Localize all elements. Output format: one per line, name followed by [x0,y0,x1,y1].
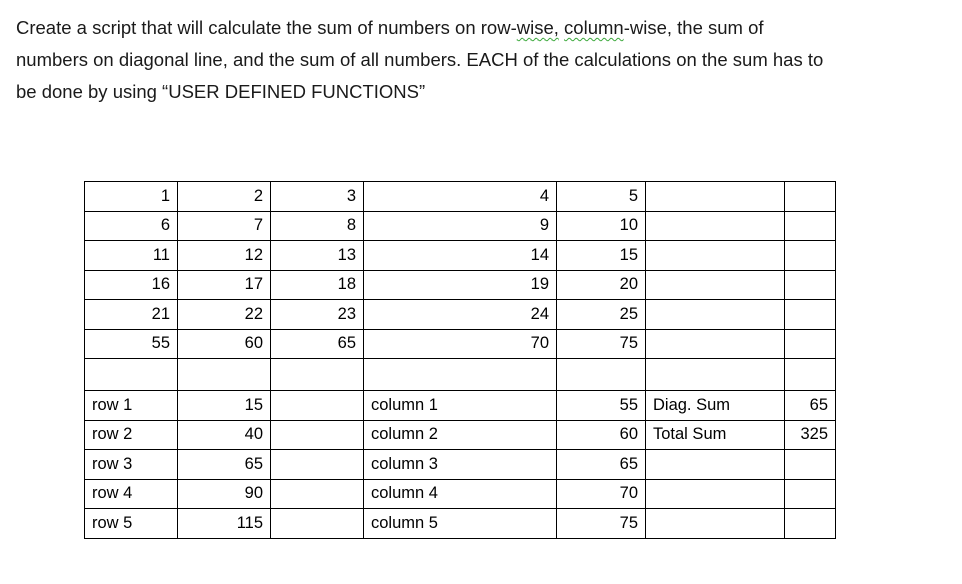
sum-row [85,391,836,421]
row-sum-cell[interactable]: 65 [178,450,271,480]
empty-cell[interactable] [785,270,836,300]
row-label-cell[interactable]: row 3 [85,450,178,480]
column-sum-cell[interactable]: 70 [557,479,646,509]
blank-row [85,359,836,391]
empty-cell[interactable] [785,329,836,359]
grid-cell[interactable]: 4 [364,182,557,212]
row-label-cell[interactable]: row 2 [85,420,178,450]
empty-cell[interactable] [646,450,785,480]
grid-cell[interactable]: 14 [364,241,557,271]
grid-cell[interactable]: 8 [271,211,364,241]
column-label-cell[interactable]: column 5 [364,509,557,539]
grid-cell[interactable]: 21 [85,300,178,330]
empty-cell[interactable] [271,359,364,391]
grid-row [85,211,836,241]
row-label-cell[interactable]: row 5 [85,509,178,539]
grid-cell[interactable]: 1 [85,182,178,212]
grid-cell[interactable]: 5 [557,182,646,212]
column-label-cell[interactable]: column 4 [364,479,557,509]
diag-sum-label-cell[interactable]: Diag. Sum [646,391,785,421]
empty-cell[interactable] [646,359,785,391]
column-sum-cell[interactable]: 65 [557,450,646,480]
grid-cell[interactable]: 19 [364,270,557,300]
grid-cell[interactable]: 22 [178,300,271,330]
grid-cell[interactable]: 9 [364,211,557,241]
grid-cell[interactable]: 17 [178,270,271,300]
empty-cell[interactable] [785,211,836,241]
empty-cell[interactable] [646,479,785,509]
grid-row [85,270,836,300]
grid-row [85,241,836,271]
grid-cell[interactable]: 12 [178,241,271,271]
grid-cell[interactable]: 3 [271,182,364,212]
instructions-line-3: be done by using “USER DEFINED FUNCTIONS” [16,81,426,102]
empty-cell[interactable] [785,300,836,330]
spreadsheet-table [84,181,836,539]
row-sum-cell[interactable]: 40 [178,420,271,450]
empty-cell[interactable] [85,359,178,391]
grid-cell[interactable]: 65 [271,329,364,359]
instructions-line-2: numbers on diagonal line, and the sum of all numbers. EACH of the calculations on the sum has to [16,49,824,70]
empty-cell[interactable] [785,450,836,480]
empty-cell[interactable] [646,329,785,359]
grid-cell[interactable]: 23 [271,300,364,330]
column-sum-cell[interactable]: 60 [557,420,646,450]
row-sum-cell[interactable]: 115 [178,509,271,539]
row-sum-cell[interactable]: 15 [178,391,271,421]
column-sum-cell[interactable]: 55 [557,391,646,421]
empty-cell[interactable] [557,359,646,391]
sum-row [85,420,836,450]
grid-cell[interactable]: 18 [271,270,364,300]
column-label-cell[interactable]: column 1 [364,391,557,421]
empty-cell[interactable] [785,182,836,212]
grid-cell[interactable]: 75 [557,329,646,359]
row-sum-cell[interactable]: 90 [178,479,271,509]
spellcheck-word-wise[interactable]: wise, [516,17,559,38]
grid-cell[interactable]: 60 [178,329,271,359]
empty-cell[interactable] [646,300,785,330]
empty-cell[interactable] [646,182,785,212]
empty-cell[interactable] [178,359,271,391]
grid-cell[interactable]: 10 [557,211,646,241]
instructions-line-1-start: Create a script that will calculate the sum of numbers on row- [16,17,517,38]
empty-cell[interactable] [646,270,785,300]
grid-cell[interactable]: 6 [85,211,178,241]
sum-row [85,479,836,509]
empty-cell[interactable] [271,420,364,450]
grid-cell[interactable]: 11 [85,241,178,271]
grid-cell[interactable]: 55 [85,329,178,359]
total-sum-value-cell[interactable]: 325 [785,420,836,450]
empty-cell[interactable] [271,509,364,539]
empty-cell[interactable] [785,241,836,271]
column-label-cell[interactable]: column 2 [364,420,557,450]
grid-cell[interactable]: 24 [364,300,557,330]
empty-cell[interactable] [364,359,557,391]
column-label-cell[interactable]: column 3 [364,450,557,480]
empty-cell[interactable] [646,509,785,539]
spellcheck-word-column[interactable]: column [564,17,624,38]
grid-cell[interactable]: 16 [85,270,178,300]
instructions-line-1-end: -wise, the sum of [623,17,764,38]
empty-cell[interactable] [646,211,785,241]
sum-row [85,509,836,539]
grid-row [85,329,836,359]
empty-cell[interactable] [271,450,364,480]
column-sum-cell[interactable]: 75 [557,509,646,539]
instructions-text [16,12,946,108]
grid-cell[interactable]: 15 [557,241,646,271]
total-sum-label-cell[interactable]: Total Sum [646,420,785,450]
empty-cell[interactable] [271,391,364,421]
grid-row [85,182,836,212]
grid-cell[interactable]: 25 [557,300,646,330]
instructions-line-1 [16,12,946,44]
diag-sum-value-cell[interactable]: 65 [785,391,836,421]
grid-row [85,300,836,330]
row-label-cell[interactable]: row 1 [85,391,178,421]
empty-cell[interactable] [646,241,785,271]
grid-cell[interactable]: 2 [178,182,271,212]
grid-cell[interactable]: 7 [178,211,271,241]
grid-cell[interactable]: 13 [271,241,364,271]
sum-row [85,450,836,480]
grid-cell[interactable]: 20 [557,270,646,300]
empty-cell[interactable] [785,509,836,539]
empty-cell[interactable] [785,359,836,391]
empty-cell[interactable] [785,479,836,509]
empty-cell[interactable] [271,479,364,509]
grid-cell[interactable]: 70 [364,329,557,359]
row-label-cell[interactable]: row 4 [85,479,178,509]
